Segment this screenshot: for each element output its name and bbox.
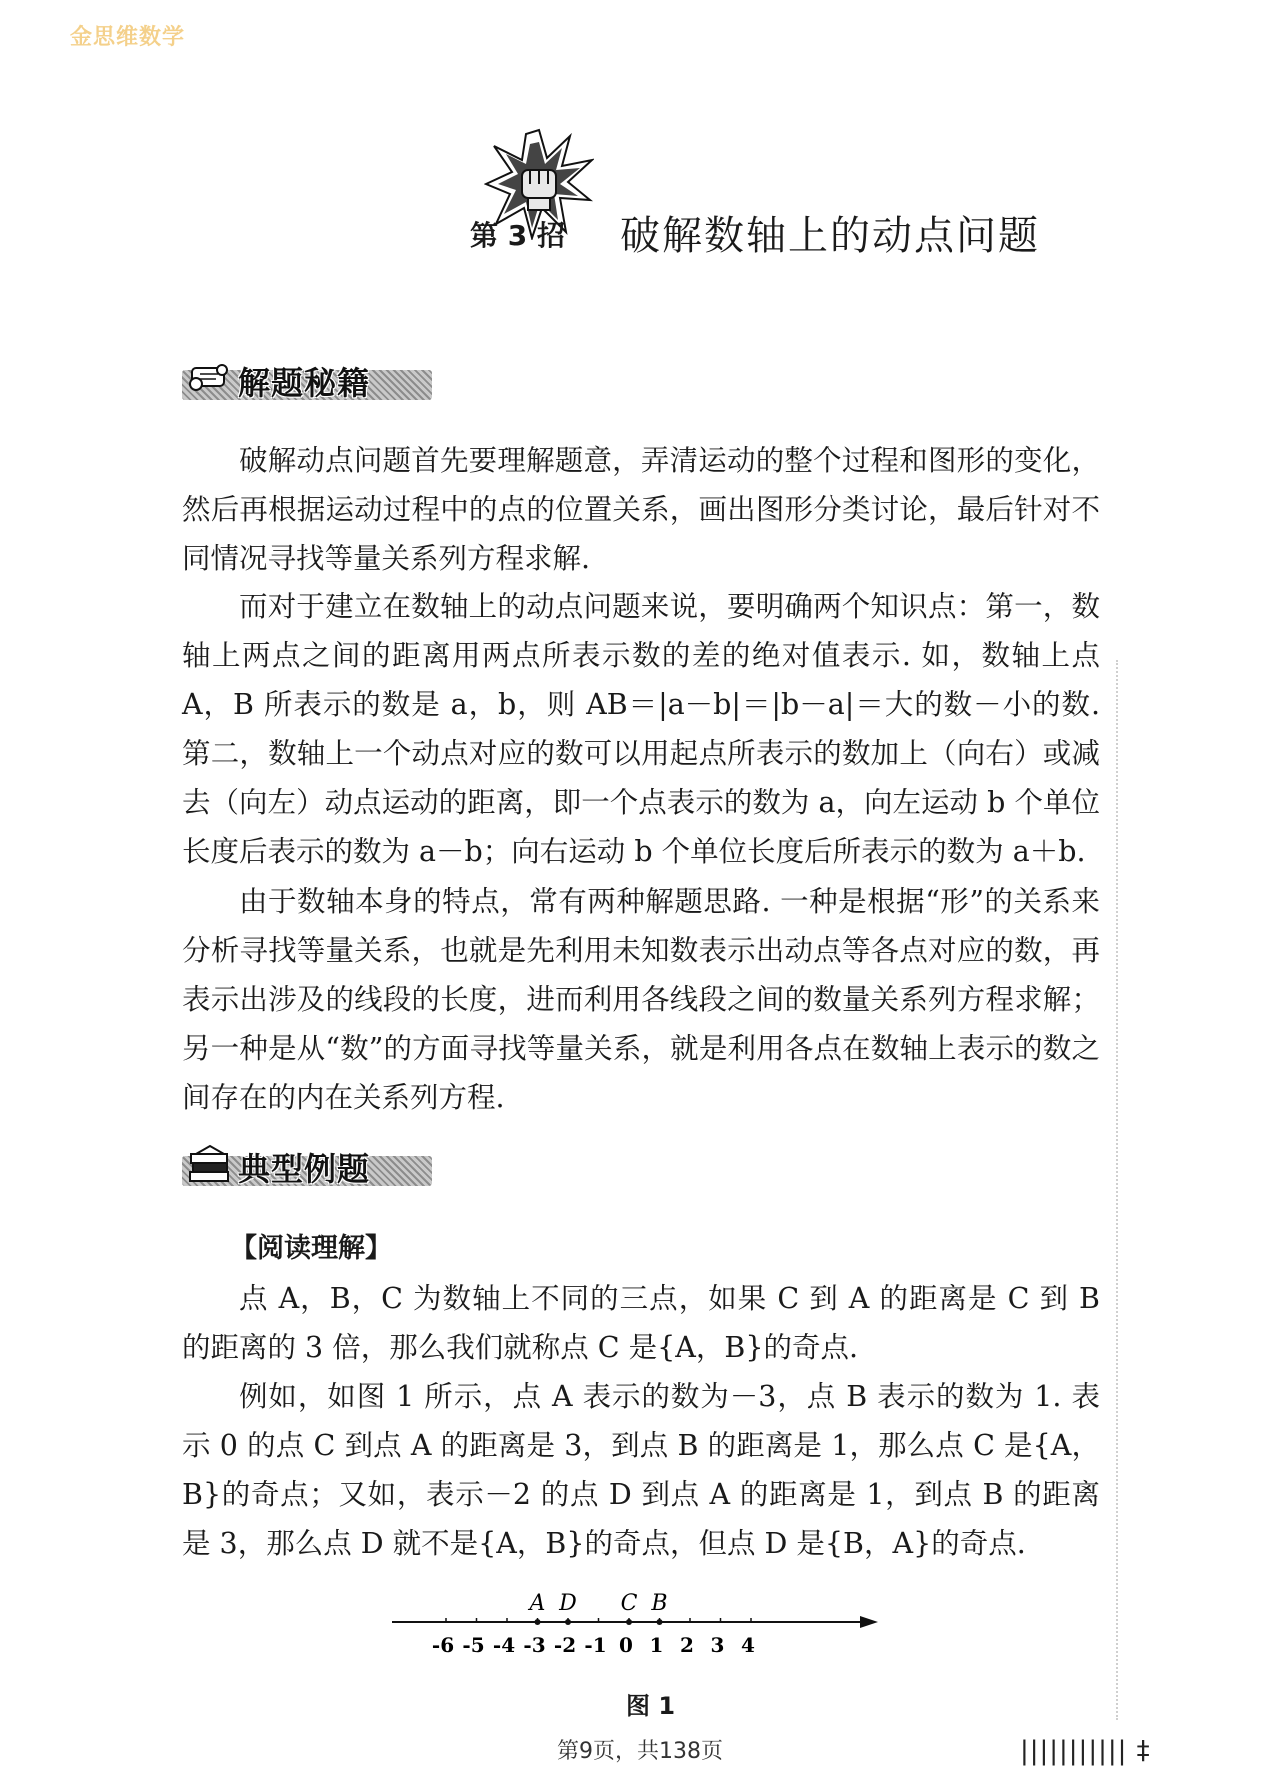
tick-label: -1 [584, 1633, 607, 1657]
scroll-icon [186, 358, 232, 400]
page-number: 第9页，共138页 [557, 1739, 723, 1764]
section-title-tips: 解题秘籍 [238, 364, 371, 402]
publisher-watermark: 金思维数学 [70, 25, 186, 50]
scan-edge-line [1116, 660, 1118, 1720]
tick-label: -5 [462, 1633, 485, 1657]
books-icon [186, 1144, 232, 1186]
chapter-label: 第 3 招 [470, 219, 565, 252]
figure-caption: 图 1 [626, 1692, 676, 1720]
tick-label: -4 [492, 1633, 516, 1657]
paragraph-2: 而对于建立在数轴上的动点问题来说，要明确两个知识点：第一，数轴上两点之间的距离用两点所表示数的差的绝对值表示. 如，数轴上点 A，B 所表示的数是 a，b，则 AB＝|a－b|＝|b－a|＝大的数－小的数. 第二，数轴上一个动点对应的数可以用起点所表示的数加上（向右）或减去（向左）动点运动的距离，即一个点表示的数为 a，向左运动 b 个单位长度后表示的数为 a－b；向右运动 b 个单位长度后所表示的数为 a＋b. [182, 590, 1100, 868]
point-d-label: D [559, 1591, 577, 1616]
point-c-label: C [620, 1591, 638, 1616]
paragraph-1: 破解动点问题首先要理解题意，弄清运动的整个过程和图形的变化，然后再根据运动过程中的点的位置关系，画出图形分类讨论，最后针对不同情况寻找等量关系列方程求解. [182, 444, 1100, 575]
number-line-figure [390, 1582, 880, 1682]
paragraph-3: 由于数轴本身的特点，常有两种解题思路. 一种是根据“形”的关系来分析寻找等量关系，也就是先利用未知数表示出动点等各点对应的数，再表示出涉及的线段的长度，进而利用各线段之间的数量关系列方程求解；另一种是从“数”的方面寻找等量关系，就是利用各点在数轴上表示的数之间存在的内在关系列方程. [182, 885, 1100, 1114]
tick-label: -2 [553, 1633, 577, 1657]
footer-marks: ||||||||||| ‡ [1020, 1736, 1151, 1766]
tick-label: 4 [741, 1633, 755, 1657]
point-a-dot [535, 1619, 541, 1625]
tick-label: 3 [710, 1633, 725, 1657]
tick-label: 0 [619, 1633, 633, 1657]
tick-label: -6 [431, 1633, 455, 1657]
reading-heading: 【阅读理解】 [230, 1233, 392, 1264]
tick-label: -3 [523, 1633, 546, 1657]
reading-paragraph-2: 例如，如图 1 所示，点 A 表示的数为－3，点 B 表示的数为 1. 表示 0 的点 C 到点 A 的距离是 3，到点 B 的距离是 1，那么点 C 是{A，B}的奇点；又如，表示－2 的点 D 到点 A 的距离是 1，到点 B 的距离是 3，那么点 D 就不是{A，B}的奇点，但点 D 是{B，A}的奇点. [182, 1380, 1100, 1560]
tick-label: 1 [649, 1633, 664, 1657]
tick-label: 2 [680, 1633, 694, 1657]
point-a-label: A [529, 1591, 546, 1616]
point-c-dot [626, 1619, 632, 1625]
page-title: 破解数轴上的动点问题 [620, 213, 1040, 259]
section-title-examples: 典型例题 [238, 1150, 371, 1188]
section-header-tips [182, 356, 432, 406]
point-b-dot [657, 1619, 663, 1625]
number-line-arrow [860, 1616, 878, 1628]
point-d-dot [565, 1619, 571, 1625]
point-b-label: B [651, 1591, 668, 1616]
section-header-examples [182, 1142, 432, 1192]
reading-paragraph-1: 点 A，B，C 为数轴上不同的三点，如果 C 到 A 的距离是 C 到 B 的距离的 3 倍，那么我们就称点 C 是{A，B}的奇点. [182, 1282, 1100, 1364]
